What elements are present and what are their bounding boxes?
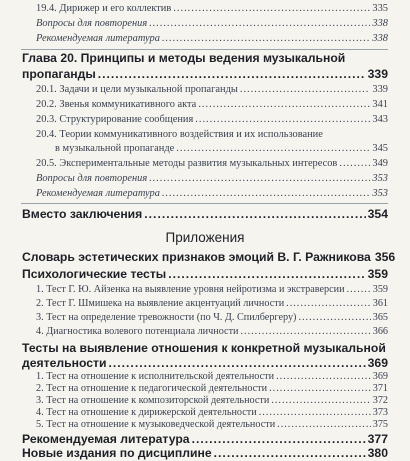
toc-entry-page: 380 xyxy=(367,446,388,460)
leader-dots xyxy=(269,383,371,394)
toc-entry-text: Вопросы для повторения xyxy=(36,173,148,184)
toc-entry-page: 345 xyxy=(372,143,388,154)
toc-entry-conclusion xyxy=(22,207,388,221)
appendix-heading: Приложения xyxy=(165,230,245,245)
leader-dots xyxy=(276,371,371,382)
toc-entry-text: Словарь эстетических признаков эмоций В. Г. Ражникова xyxy=(22,250,371,264)
toc-entry-text: 3. Тест на определение тревожности (по Ч. Д. Спилбергеру) xyxy=(36,312,297,323)
toc-entry-attitude-2 xyxy=(36,383,388,394)
toc-entry-test-3 xyxy=(36,312,388,323)
leader-dots xyxy=(144,207,365,221)
toc-entry-literature xyxy=(22,432,388,446)
toc-entry-page: 338 xyxy=(372,18,388,29)
toc-entry-text: 1. Тест на отношение к исполнительской деятельности xyxy=(36,371,275,382)
toc-entry-page: 366 xyxy=(372,326,388,337)
toc-entry-text: 4. Диагностика волевого потенциала личности xyxy=(36,326,239,337)
toc-entry-page: 365 xyxy=(372,312,388,323)
toc-entry-text: Новые издания по дисциплине xyxy=(22,446,212,460)
toc-entry-text: 20.1. Задачи и цели музыкальной пропаганды xyxy=(36,84,238,95)
toc-entry-psych-tests xyxy=(22,267,388,281)
leader-dots xyxy=(347,284,371,295)
toc-entry-attitude-tests xyxy=(22,356,388,370)
leader-dots xyxy=(109,356,366,370)
leader-dots xyxy=(192,432,366,446)
toc-entry-text: 4. Тест на отношение к дирижерской деятельности xyxy=(36,407,257,418)
toc-entry-page: 369 xyxy=(367,356,388,370)
toc-entry-page: 353 xyxy=(372,173,388,184)
toc-entry-text: 1. Тест Г. Ю. Айзенка на выявление уровня нейротизма и экстраверсии xyxy=(36,284,345,295)
toc-entry-page: 377 xyxy=(367,432,388,446)
toc-entry-text: в музыкальной пропаганде xyxy=(55,143,175,154)
toc-entry-dictionary xyxy=(22,250,396,264)
toc-entry-page: 343 xyxy=(372,114,388,125)
leader-dots xyxy=(277,419,371,430)
toc-entry-text: 20.3. Структурирование сообщения xyxy=(36,114,194,125)
toc-entry-text: деятельности xyxy=(22,356,107,370)
toc-entry-page: 339 xyxy=(372,84,388,95)
leader-dots xyxy=(240,326,370,337)
toc-entry-page: 372 xyxy=(372,395,388,406)
leader-dots xyxy=(259,407,371,418)
attitude-tests-title-line1: Тесты на выявление отношения к конкретной музыкальной xyxy=(22,341,386,355)
toc-entry-test-2 xyxy=(36,298,388,309)
chapter-20-title-line1: Глава 20. Принципы и методы ведения музыкальной xyxy=(22,51,346,65)
toc-entry-text: 3. Тест на отношение к композиторской деятельности xyxy=(36,395,270,406)
toc-entry-text: Вместо заключения xyxy=(22,207,143,221)
leader-dots xyxy=(286,298,371,309)
toc-entry-page: 349 xyxy=(372,158,388,169)
toc-entry-page: 354 xyxy=(367,207,388,221)
leader-dots xyxy=(271,395,370,406)
leader-dots xyxy=(214,446,366,460)
toc-entry-new-editions xyxy=(22,446,388,460)
toc-entry-page: 359 xyxy=(372,284,388,295)
toc-entry-page: 341 xyxy=(372,99,388,110)
toc-entry-page: 361 xyxy=(372,298,388,309)
toc-entry-text: 19.4. Дирижер и его коллектив xyxy=(36,3,172,14)
toc-entry-test-1 xyxy=(36,284,388,295)
toc-entry-page: 338 xyxy=(372,33,388,44)
leader-dots xyxy=(168,267,365,281)
toc-entry-text: 20.5. Экспериментальные методы развития музыкальных интересов xyxy=(36,158,338,169)
toc-entry-text: Рекомендуемая литература xyxy=(22,432,190,446)
toc-entry-page: 369 xyxy=(372,371,388,382)
leader-dots xyxy=(298,312,370,323)
toc-entry-attitude-3 xyxy=(36,395,388,406)
toc-entry-page: 371 xyxy=(372,383,388,394)
chapter-title-text: пропаганды xyxy=(22,67,96,81)
toc-entry-attitude-1 xyxy=(36,371,388,382)
toc-entry-page: 373 xyxy=(372,407,388,418)
toc-entry-text: 2. Тест Г. Шмишека на выявление акцентуаций личности xyxy=(36,298,285,309)
toc-entry-text: Рекомендуемая литература xyxy=(36,188,160,199)
toc-entry-text: Психологические тесты xyxy=(22,267,167,281)
chapter-page: 339 xyxy=(367,67,388,81)
toc-entry-text: Вопросы для повторения xyxy=(36,18,148,29)
toc-entry-page: 335 xyxy=(372,3,388,14)
toc-entry-text: 2. Тест на отношение к педагогической деятельности xyxy=(36,383,268,394)
toc-entry-text: Рекомендуемая литература xyxy=(36,33,160,44)
toc-entry-20-4-line1: 20.4. Теории коммуникативного воздействия и их использование xyxy=(36,129,323,140)
toc-entry-page: 375 xyxy=(372,419,388,430)
toc-entry-text: 20.2. Звенья коммуникативного акта xyxy=(36,99,197,110)
toc-entry-page: 353 xyxy=(372,188,388,199)
toc-entry-attitude-5 xyxy=(36,419,388,430)
toc-entry-page: 359 xyxy=(367,267,388,281)
toc-entry-attitude-4 xyxy=(36,407,388,418)
toc-entry-test-4 xyxy=(36,326,388,337)
toc-entry-text: 5. Тест на отношение к музыковедческой деятельности xyxy=(36,419,276,430)
toc-entry-page: 356 xyxy=(374,250,396,264)
